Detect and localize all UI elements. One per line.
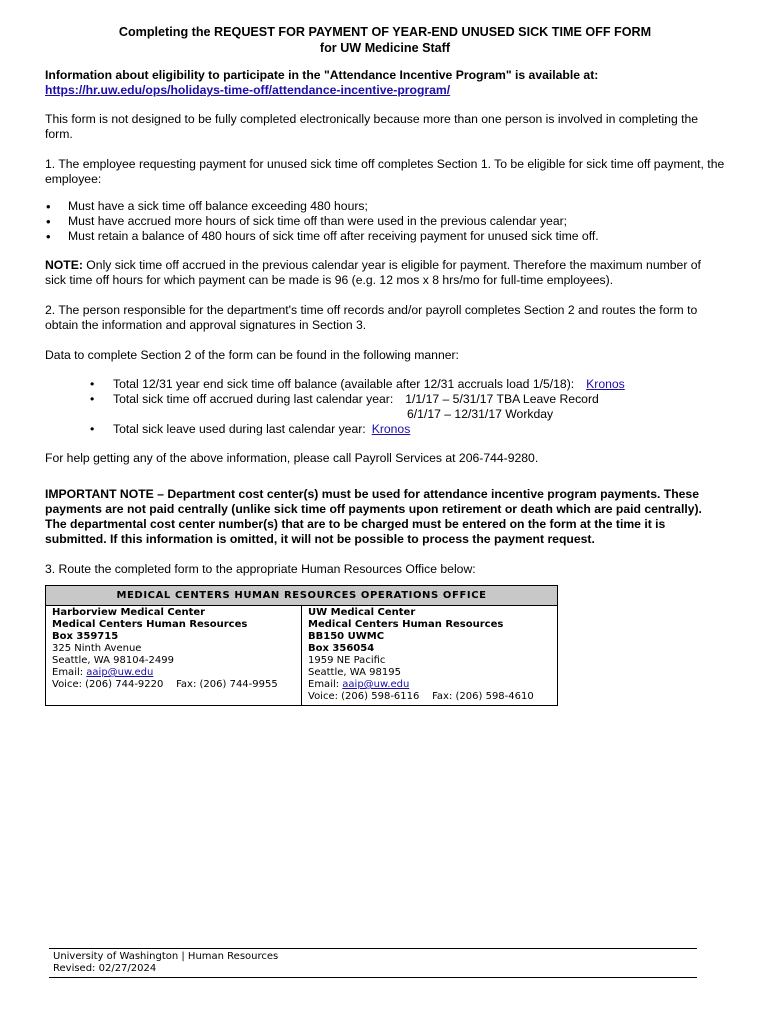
data-item-2-source-2: 6/1/17 – 12/31/17 Workday <box>407 407 554 421</box>
list-item: • Must have a sick time off balance exceeding 480 hours; <box>45 199 725 214</box>
office-unit: BB150 UWMC <box>308 631 385 642</box>
office-box: Box 356054 <box>308 643 375 654</box>
office-phones: Voice: (206) 598-6116 Fax: (206) 598-4610 <box>308 691 534 702</box>
office-city: Seattle, WA 98195 <box>308 667 401 678</box>
office-name: Harborview Medical Center <box>52 607 206 618</box>
data-item-1-text: Total 12/31 year end sick time off balance (available after 12/31 accruals load 1/5/18): <box>113 377 575 391</box>
office-city: Seattle, WA 98104-2499 <box>52 655 174 666</box>
hr-table-header: MEDICAL CENTERS HUMAN RESOURCES OPERATIONS OFFICE <box>46 586 558 606</box>
eligibility-link[interactable]: https://hr.uw.edu/ops/holidays-time-off/attendance-incentive-program/ <box>45 83 451 97</box>
page-title <box>45 24 725 56</box>
data-item-2-text: Total sick time off accrued during last calendar year: <box>113 392 394 406</box>
list-item <box>45 422 725 437</box>
office-street: 325 Ninth Avenue <box>52 643 142 654</box>
harborview-office-cell <box>46 606 302 706</box>
office-name: UW Medical Center <box>308 607 416 618</box>
note-label: NOTE: <box>45 258 83 272</box>
office-phones: Voice: (206) 744-9220 Fax: (206) 744-9955 <box>52 679 278 690</box>
list-item <box>45 377 725 392</box>
office-dept: Medical Centers Human Resources <box>52 619 248 630</box>
office-street: 1959 NE Pacific <box>308 655 386 666</box>
step-1-paragraph: 1. The employee requesting payment for unused sick time off completes Section 1. To be eligible for sick time off payment, the employee: <box>45 157 725 186</box>
uwmc-office-cell <box>302 606 558 706</box>
harborview-email-link[interactable]: aaip@uw.edu <box>86 667 154 678</box>
important-note: IMPORTANT NOTE – Department cost center(s) must be used for attendance incentive program payments. These payments are not paid centrally (unlike sick time off payments upon retirement or death which are paid centrally). The departmental cost center number(s) that are to be charged must be entered on the form at the time it is submitted. If this information is omitted, it will not be possible to process the payment request. <box>45 487 702 546</box>
not-electronic-paragraph: This form is not designed to be fully completed electronically because more than one person is involved in completing the form. <box>45 112 699 141</box>
title-line-2: for UW Medicine Staff <box>319 41 451 55</box>
note-text: Only sick time off accrued in the previous calendar year is eligible for payment. Therefore the maximum number of sick time off hours for which payment can be made is 96 (e.g. 12 mos x 8 hrs/mo for full-time employees). <box>45 258 701 287</box>
note-paragraph <box>45 258 725 288</box>
list-item: • Must retain a balance of 480 hours of sick time off after receiving payment for unused sick time off. <box>45 229 725 244</box>
eligibility-info <box>45 68 725 98</box>
office-email-row: Email: aaip@uw.edu <box>308 679 410 690</box>
data-sources-list <box>45 377 725 437</box>
help-paragraph: For help getting any of the above information, please call Payroll Services at 206-744-9280. <box>45 451 539 465</box>
list-item <box>45 392 725 422</box>
step-3-paragraph: 3. Route the completed form to the appropriate Human Resources Office below: <box>45 562 476 576</box>
eligibility-criteria-list <box>45 199 725 244</box>
office-box: Box 359715 <box>52 631 119 642</box>
document-page <box>45 24 725 706</box>
kronos-link-balance[interactable]: Kronos <box>586 377 625 391</box>
data-intro: Data to complete Section 2 of the form can be found in the following manner: <box>45 348 459 362</box>
data-item-2-source-1: 1/1/17 – 5/31/17 TBA Leave Record <box>405 392 599 406</box>
list-item: • Must have accrued more hours of sick time off than were used in the previous calendar year; <box>45 214 725 229</box>
office-email-row: Email: aaip@uw.edu <box>52 667 154 678</box>
eligibility-intro: Information about eligibility to participate in the "Attendance Incentive Program" is available at: <box>45 68 599 82</box>
uwmc-email-link[interactable]: aaip@uw.edu <box>342 679 410 690</box>
footer-org: University of Washington | Human Resources <box>53 951 279 962</box>
page-footer <box>49 948 697 978</box>
office-dept: Medical Centers Human Resources <box>308 619 504 630</box>
step-2-paragraph: 2. The person responsible for the department's time off records and/or payroll completes Section 2 and routes the form to obtain the information and approval signatures in Section 3. <box>45 303 698 332</box>
hr-offices-table <box>45 585 558 706</box>
data-item-3-text: Total sick leave used during last calendar year: <box>113 422 366 436</box>
kronos-link-used[interactable]: Kronos <box>371 422 411 436</box>
title-line-1: Completing the REQUEST FOR PAYMENT OF YEAR-END UNUSED SICK TIME OFF FORM <box>118 25 652 39</box>
footer-revised: Revised: 02/27/2024 <box>53 963 157 974</box>
